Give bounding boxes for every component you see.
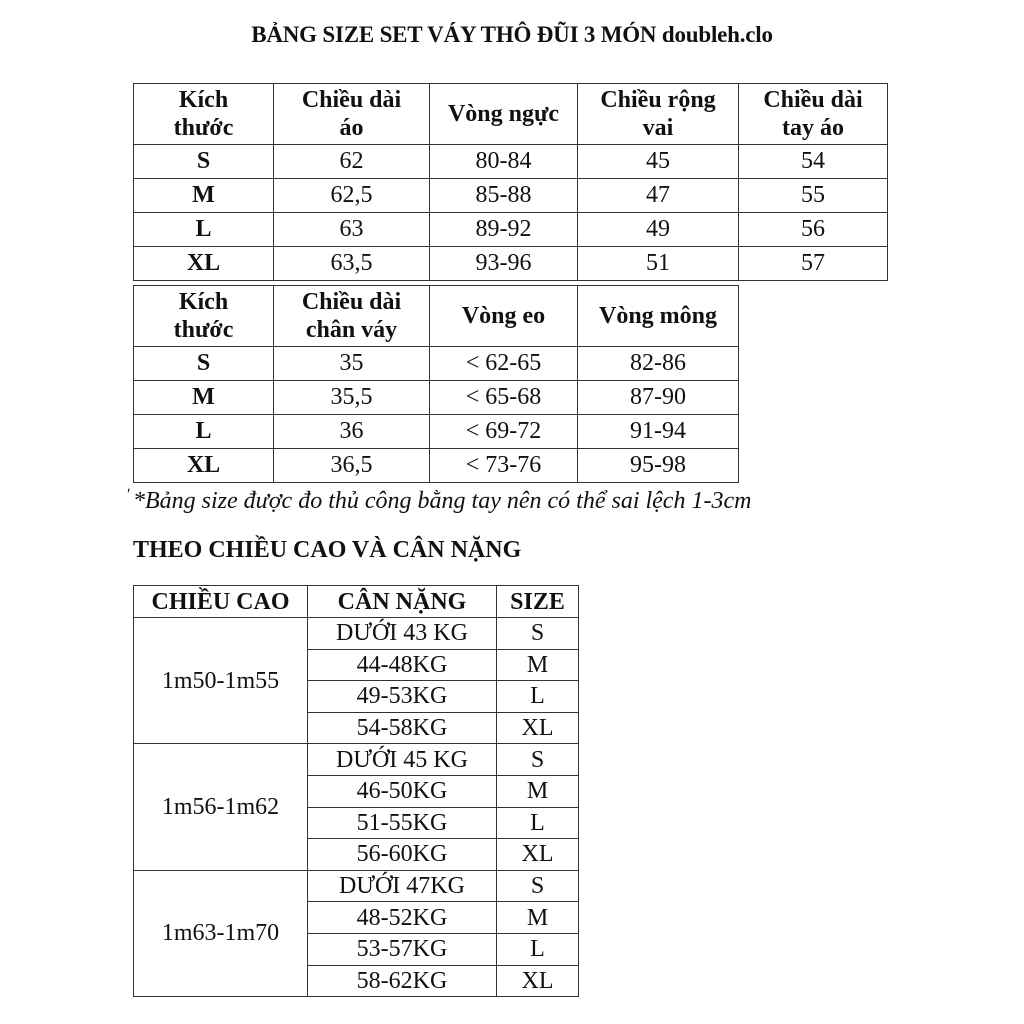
- page-title: BẢNG SIZE SET VÁY THÔ ĐŨI 3 MÓN doubleh.clo: [251, 22, 773, 47]
- weight-cell: 54-58KG: [308, 712, 497, 744]
- size-cell: XL: [497, 839, 579, 871]
- note-text: *Bảng size được đo thủ công bằng tay nên có thể sai lệch 1-3cm: [133, 488, 752, 514]
- cell: 95-98: [578, 449, 739, 483]
- size-cell: M: [497, 649, 579, 681]
- table-header-row: [134, 84, 888, 145]
- height-weight-table: [133, 585, 579, 997]
- table-row: [134, 744, 579, 776]
- cell: 89-92: [430, 213, 578, 247]
- size-cell: L: [497, 681, 579, 713]
- weight-cell: 48-52KG: [308, 902, 497, 934]
- weight-cell: 49-53KG: [308, 681, 497, 713]
- section-title: THEO CHIỀU CAO VÀ CÂN NẶNG: [133, 537, 522, 563]
- cell: 85-88: [430, 179, 578, 213]
- cell: 62: [274, 145, 430, 179]
- size-cell: L: [134, 213, 274, 247]
- size-cell: L: [497, 933, 579, 965]
- height-range-cell: 1m63-1m70: [134, 870, 308, 996]
- size-cell: XL: [134, 247, 274, 281]
- table-row: [134, 870, 579, 902]
- header-chieu-rong-vai: Chiều rộng vai: [578, 84, 739, 145]
- weight-cell: 44-48KG: [308, 649, 497, 681]
- weight-cell: DƯỚI 45 KG: [308, 744, 497, 776]
- table-row: [134, 415, 739, 449]
- header-vong-mong: Vòng mông: [578, 286, 739, 347]
- cell: 80-84: [430, 145, 578, 179]
- cell: 36: [274, 415, 430, 449]
- cell: 63: [274, 213, 430, 247]
- size-cell: M: [134, 179, 274, 213]
- tick-mark-icon: ʹ: [127, 486, 131, 503]
- table-row: [134, 247, 888, 281]
- size-cell: XL: [497, 712, 579, 744]
- top-size-table: [133, 83, 888, 281]
- weight-cell: 46-50KG: [308, 775, 497, 807]
- cell: < 69-72: [430, 415, 578, 449]
- weight-cell: 56-60KG: [308, 839, 497, 871]
- cell: 54: [739, 145, 888, 179]
- cell: < 65-68: [430, 381, 578, 415]
- table-row: [134, 618, 579, 650]
- size-cell: M: [497, 902, 579, 934]
- cell: 62,5: [274, 179, 430, 213]
- table-header-row: [134, 286, 739, 347]
- cell: 91-94: [578, 415, 739, 449]
- height-range-cell: 1m56-1m62: [134, 744, 308, 870]
- size-cell: M: [497, 775, 579, 807]
- size-cell: XL: [497, 965, 579, 997]
- table-row: [134, 145, 888, 179]
- cell: 63,5: [274, 247, 430, 281]
- weight-cell: 51-55KG: [308, 807, 497, 839]
- table-row: [134, 381, 739, 415]
- table-row: [134, 213, 888, 247]
- cell: < 62-65: [430, 347, 578, 381]
- cell: 93-96: [430, 247, 578, 281]
- weight-cell: DƯỚI 43 KG: [308, 618, 497, 650]
- cell: 47: [578, 179, 739, 213]
- size-cell: S: [497, 744, 579, 776]
- cell: 56: [739, 213, 888, 247]
- cell: 55: [739, 179, 888, 213]
- header-chieu-cao: CHIỀU CAO: [134, 586, 308, 618]
- size-cell: L: [497, 807, 579, 839]
- cell: 87-90: [578, 381, 739, 415]
- cell: 35: [274, 347, 430, 381]
- cell: 35,5: [274, 381, 430, 415]
- header-chieu-dai-ao: Chiều dài áo: [274, 84, 430, 145]
- header-kich-thuoc: Kích thước: [134, 84, 274, 145]
- weight-cell: 58-62KG: [308, 965, 497, 997]
- header-chieu-dai-tay-ao: Chiều dài tay áo: [739, 84, 888, 145]
- size-cell: L: [134, 415, 274, 449]
- table-row: [134, 449, 739, 483]
- header-vong-eo: Vòng eo: [430, 286, 578, 347]
- header-size: SIZE: [497, 586, 579, 618]
- size-cell: S: [497, 618, 579, 650]
- size-cell: S: [134, 145, 274, 179]
- cell: 49: [578, 213, 739, 247]
- header-can-nang: CÂN NẶNG: [308, 586, 497, 618]
- measurement-note: [127, 486, 752, 515]
- weight-cell: 53-57KG: [308, 933, 497, 965]
- size-cell: M: [134, 381, 274, 415]
- cell: 45: [578, 145, 739, 179]
- table-row: [134, 347, 739, 381]
- cell: 36,5: [274, 449, 430, 483]
- weight-cell: DƯỚI 47KG: [308, 870, 497, 902]
- cell: 57: [739, 247, 888, 281]
- header-kich-thuoc: Kích thước: [134, 286, 274, 347]
- header-chieu-dai-chan-vay: Chiều dài chân váy: [274, 286, 430, 347]
- size-cell: XL: [134, 449, 274, 483]
- size-cell: S: [497, 870, 579, 902]
- table-header-row: [134, 586, 579, 618]
- skirt-size-table: [133, 285, 739, 483]
- table-row: [134, 179, 888, 213]
- height-range-cell: 1m50-1m55: [134, 618, 308, 744]
- cell: < 73-76: [430, 449, 578, 483]
- cell: 82-86: [578, 347, 739, 381]
- size-cell: S: [134, 347, 274, 381]
- header-vong-nguc: Vòng ngực: [430, 84, 578, 145]
- cell: 51: [578, 247, 739, 281]
